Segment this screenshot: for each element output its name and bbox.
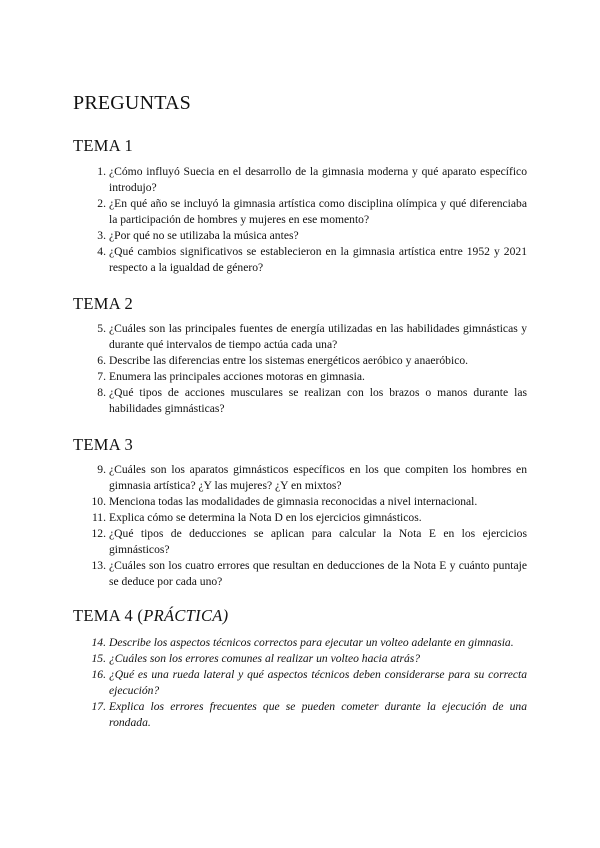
question-text: ¿Cuáles son los aparatos gimnásticos específicos en los que compiten los hombres en gimnasia artística? ¿Y las mujeres? ¿Y en mixtos? <box>109 463 527 492</box>
question-number: 17. <box>91 700 106 713</box>
section-heading-tema-4 <box>73 606 228 626</box>
question-list-tema-3 <box>73 462 527 590</box>
question-item <box>73 526 527 558</box>
question-number: 6. <box>97 354 106 367</box>
question-text: Enumera las principales acciones motoras en gimnasia. <box>109 370 365 383</box>
section-heading-text: TEMA 4 ( <box>73 606 144 625</box>
question-item <box>73 228 527 244</box>
question-text: ¿Cuáles son los errores comunes al realizar un volteo hacia atrás? <box>109 652 421 665</box>
question-number: 12. <box>91 527 106 540</box>
section-heading-tema-3: TEMA 3 <box>73 435 134 454</box>
question-item <box>73 385 527 417</box>
question-number: 1. <box>97 165 106 178</box>
question-text: Describe los aspectos técnicos correctos para ejecutar un volteo adelante en gimnasia. <box>109 636 514 649</box>
question-number: 8. <box>97 386 106 399</box>
question-text: ¿Cuáles son las principales fuentes de energía utilizadas en las habilidades gimnásticas y durante qué intervalos de tiempo actúa cada una? <box>109 322 527 351</box>
question-list-tema-1 <box>73 164 527 276</box>
question-item <box>73 462 527 494</box>
question-text: ¿Por qué no se utilizaba la música antes? <box>109 229 299 242</box>
question-item <box>73 494 527 510</box>
question-number: 16. <box>91 668 106 681</box>
question-text: Describe las diferencias entre los sistemas energéticos aeróbico y anaeróbico. <box>109 354 469 367</box>
question-text: ¿Qué cambios significativos se establecieron en la gimnasia artística entre 1952 y 2021 respecto a la igualdad de género? <box>109 245 527 274</box>
question-number: 10. <box>91 495 106 508</box>
question-list-tema-2 <box>73 321 527 417</box>
section-heading-tema-1: TEMA 1 <box>73 136 134 155</box>
question-text: ¿Cuáles son los cuatro errores que resultan en deducciones de la Nota E y cuánto puntaje se deduce por cada uno? <box>109 559 527 588</box>
section-heading-tema-2: TEMA 2 <box>73 294 134 313</box>
question-number: 2. <box>97 197 106 210</box>
question-text: ¿Qué es una rueda lateral y qué aspectos técnicos deben considerarse para su correcta ejecución? <box>109 668 527 697</box>
question-item <box>73 244 527 276</box>
question-number: 4. <box>97 245 106 258</box>
question-item <box>73 699 527 731</box>
question-item <box>73 164 527 196</box>
question-number: 7. <box>97 370 106 383</box>
question-number: 15. <box>91 652 106 665</box>
question-number: 5. <box>97 322 106 335</box>
question-item <box>73 353 527 369</box>
question-text: ¿En qué año se incluyó la gimnasia artística como disciplina olímpica y qué diferenciaba la participación de hombres y mujeres en ese momento? <box>109 197 527 226</box>
question-number: 3. <box>97 229 106 242</box>
question-number: 9. <box>97 463 106 476</box>
question-number: 13. <box>91 559 106 572</box>
question-item <box>73 651 527 667</box>
question-list-tema-4 <box>73 635 527 731</box>
question-text: Menciona todas las modalidades de gimnasia reconocidas a nivel internacional. <box>109 495 478 508</box>
question-text: ¿Qué tipos de acciones musculares se realizan con los brazos o manos durante las habilidades gimnásticas? <box>109 386 527 415</box>
question-text: Explica los errores frecuentes que se pueden cometer durante la ejecución de una rondada. <box>109 700 527 729</box>
question-number: 11. <box>91 511 106 524</box>
question-item <box>73 635 527 651</box>
question-item <box>73 667 527 699</box>
question-text: ¿Cómo influyó Suecia en el desarrollo de la gimnasia moderna y qué aparato específico introdujo? <box>109 165 527 194</box>
question-item <box>73 558 527 590</box>
question-number: 14. <box>91 636 106 649</box>
page-title: PREGUNTAS <box>73 92 191 114</box>
question-text: Explica cómo se determina la Nota D en los ejercicios gimnásticos. <box>109 511 422 524</box>
question-text: ¿Qué tipos de deducciones se aplican para calcular la Nota E en los ejercicios gimnásticos? <box>109 527 527 556</box>
question-item <box>73 510 527 526</box>
question-item <box>73 196 527 228</box>
question-item <box>73 321 527 353</box>
section-heading-italic: PRÁCTICA) <box>143 606 229 625</box>
question-item <box>73 369 527 385</box>
